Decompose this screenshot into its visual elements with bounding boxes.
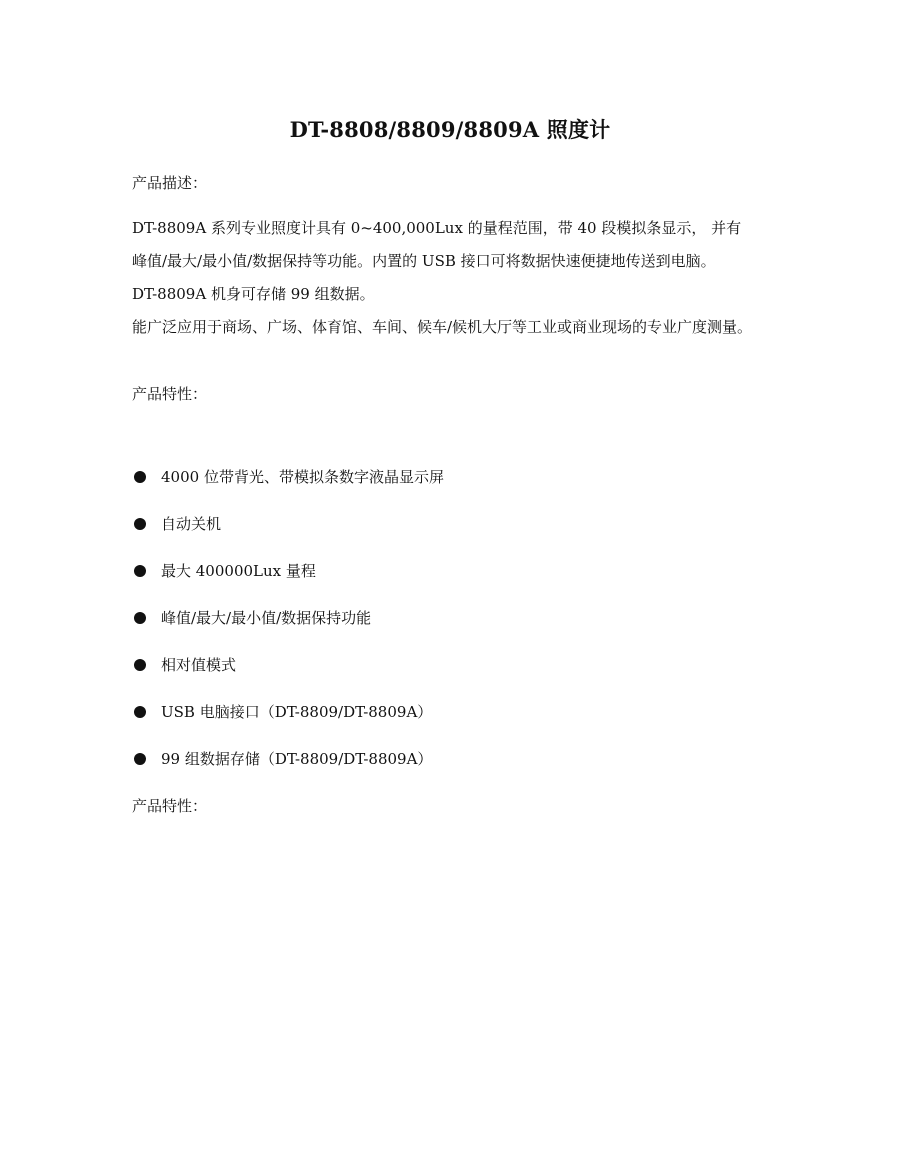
- description-line: 能广泛应用于商场、广场、体育馆、车间、候车/候机大厅等工业或商业现场的专业广度测量。: [132, 318, 753, 336]
- feature-item: [132, 556, 832, 603]
- description-heading: 产品描述：: [132, 174, 208, 192]
- description-paragraph: [132, 212, 832, 344]
- document-title: DT-8808/8809/8809A 照度计: [289, 117, 611, 142]
- features-heading: 产品特性：: [132, 385, 208, 403]
- feature-item: [132, 603, 832, 650]
- bullet-icon: [134, 518, 146, 530]
- feature-item: [132, 744, 832, 791]
- feature-text: 4000 位带背光、带模拟条数字液晶显示屏: [161, 468, 444, 486]
- bullet-icon: [134, 706, 146, 718]
- features-list: [132, 462, 832, 791]
- bullet-icon: [134, 471, 146, 483]
- feature-item: [132, 509, 832, 556]
- description-line: DT-8809A 机身可存储 99 组数据。: [132, 285, 375, 303]
- feature-item: [132, 650, 832, 697]
- description-line: DT-8809A 系列专业照度计具有 0~400,000Lux 的量程范围，带 40 段模拟条显示， 并有: [132, 219, 742, 237]
- feature-text: 最大 400000Lux 量程: [161, 562, 316, 580]
- feature-item: [132, 697, 832, 744]
- features-heading-2: 产品特性：: [132, 797, 208, 815]
- bullet-icon: [134, 659, 146, 671]
- bullet-icon: [134, 612, 146, 624]
- feature-text: 99 组数据存储（DT-8809/DT-8809A）: [161, 750, 433, 768]
- feature-text: USB 电脑接口（DT-8809/DT-8809A）: [161, 703, 433, 721]
- feature-text: 相对值模式: [161, 656, 237, 674]
- bullet-icon: [134, 753, 146, 765]
- feature-text: 峰值/最大/最小值/数据保持功能: [161, 609, 372, 627]
- feature-item: [132, 462, 832, 509]
- feature-text: 自动关机: [161, 515, 222, 533]
- description-line: 峰值/最大/最小值/数据保持等功能。内置的 USB 接口可将数据快速便捷地传送到电脑。: [132, 252, 716, 270]
- bullet-icon: [134, 565, 146, 577]
